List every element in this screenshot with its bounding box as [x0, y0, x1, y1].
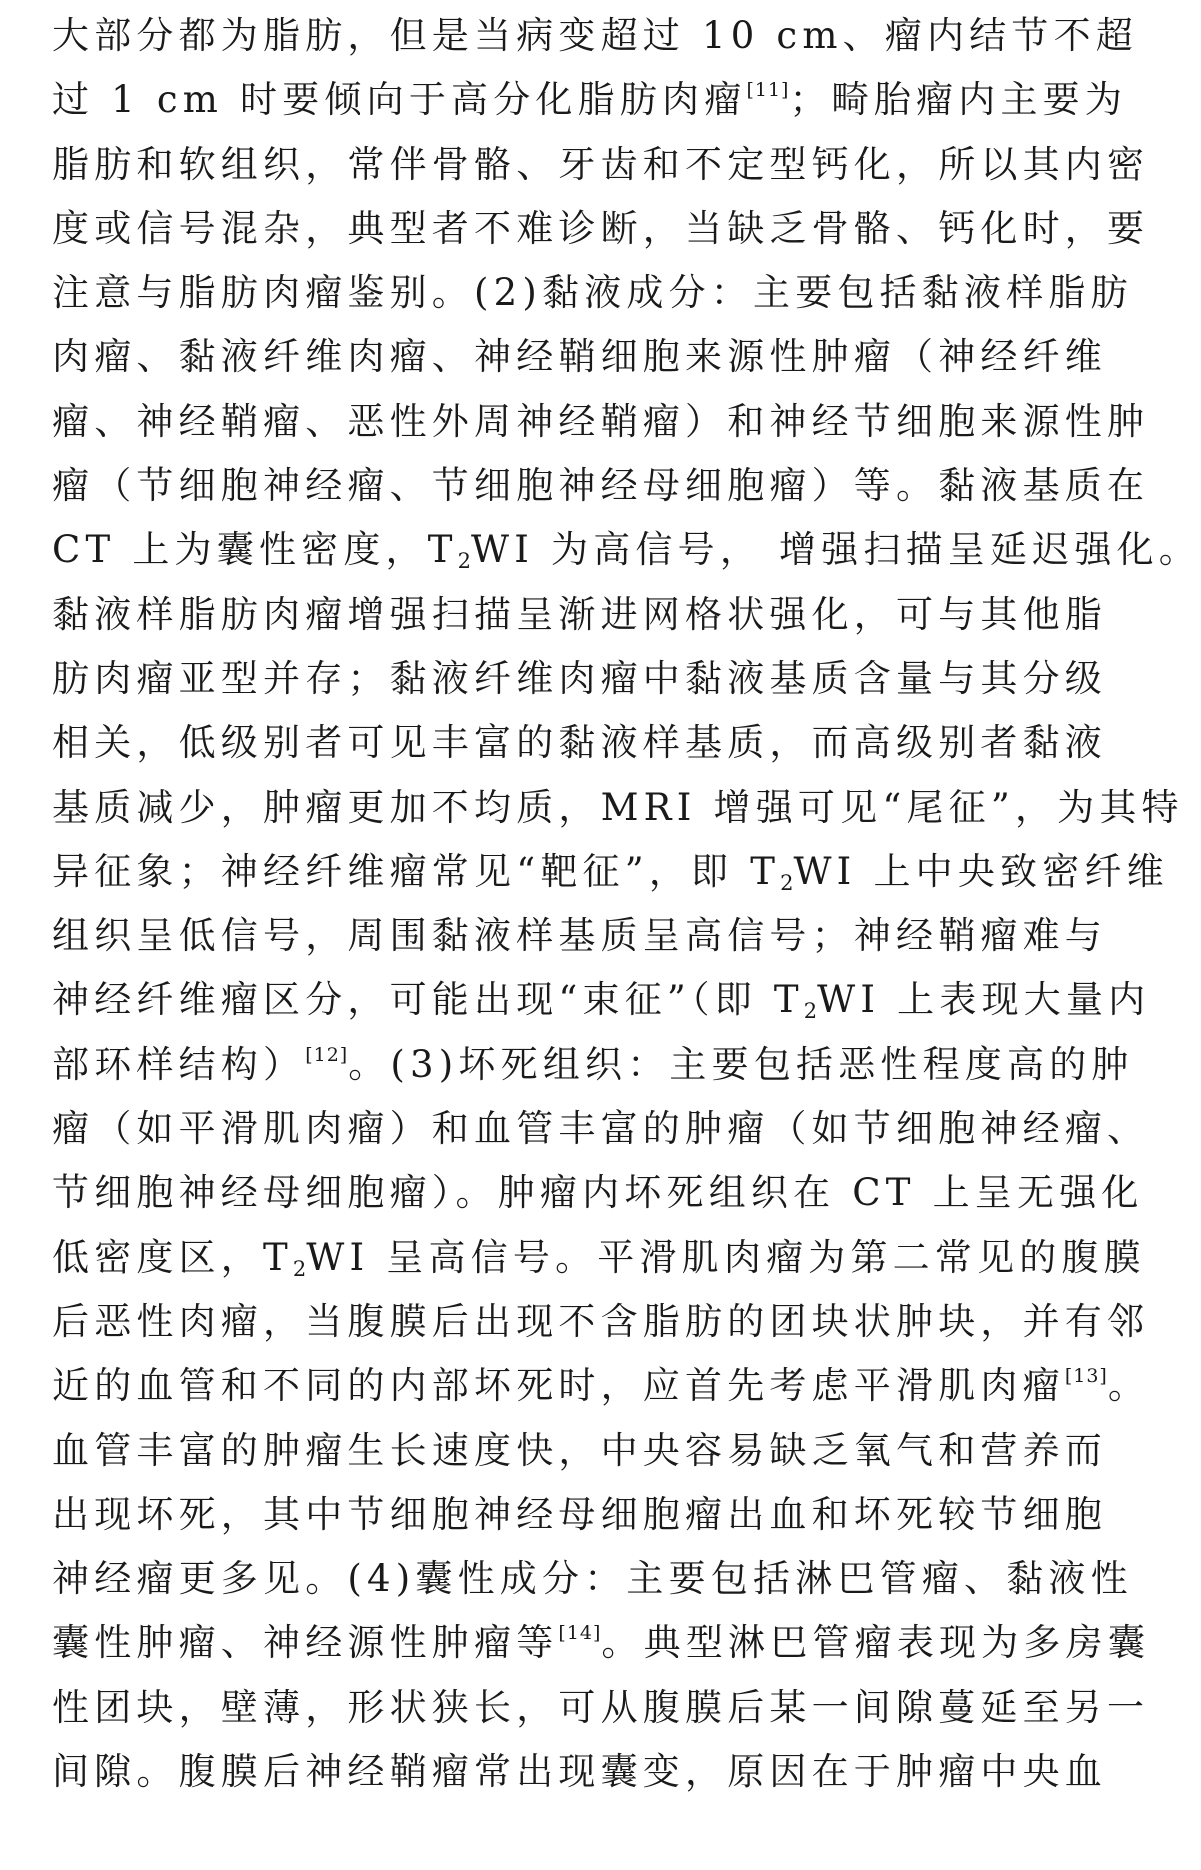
text-segment: WI 为高信号， 增强扫描呈延迟强化。 — [471, 528, 1201, 572]
text-segment: 节细胞神经母细胞瘤）。肿瘤内坏死组织在 CT 上呈无强化 — [52, 1171, 1144, 1215]
text-segment: 低密度区，T — [52, 1235, 293, 1279]
text-line — [52, 904, 1107, 968]
text-line — [52, 1161, 1144, 1225]
text-line — [52, 1740, 1107, 1804]
text-line — [52, 1290, 1150, 1354]
text-segment: WI 上中央致密纤维 — [793, 849, 1169, 893]
text-segment: 出现坏死，其中节细胞神经母细胞瘤出血和坏死较节细胞 — [52, 1492, 1107, 1536]
text-line — [52, 518, 1201, 582]
subscript: 2 — [457, 549, 472, 574]
text-segment: 血管丰富的肿瘤生长速度快，中央容易缺乏氧气和营养而 — [52, 1428, 1107, 1472]
text-segment: 瘤（节细胞神经瘤、节细胞神经母细胞瘤）等。黏液基质在 — [52, 464, 1150, 508]
subscript: 2 — [292, 1256, 307, 1281]
text-segment: 神经纤维瘤区分，可能出现“束征”（即 T — [52, 978, 804, 1022]
text-line — [52, 647, 1107, 711]
text-segment: 性团块，壁薄，形状狭长，可从腹膜后某一间隙蔓延至另一 — [52, 1685, 1150, 1729]
text-line — [52, 1611, 1151, 1675]
citation-ref: [14] — [558, 1622, 602, 1645]
text-segment: 近的血管和不同的内部坏死时，应首先考虑平滑肌肉瘤 — [52, 1364, 1065, 1408]
text-line — [52, 776, 1184, 840]
citation-ref: [13] — [1064, 1365, 1108, 1388]
text-line — [52, 68, 1128, 132]
text-line — [52, 1354, 1151, 1418]
text-line — [52, 968, 1151, 1032]
citation-ref: [12] — [305, 1043, 349, 1066]
text-segment: 神经瘤更多见。(4)囊性成分：主要包括淋巴管瘤、黏液性 — [52, 1557, 1133, 1601]
text-segment: 。典型淋巴管瘤表现为多房囊 — [601, 1621, 1151, 1665]
text-segment: 部环样结构） — [52, 1042, 306, 1086]
text-segment: 过 1 cm 时要倾向于高分化脂肪肉瘤 — [52, 78, 747, 122]
text-segment: 。 — [1107, 1364, 1151, 1408]
text-line — [52, 1033, 1134, 1097]
text-segment: 脂肪和软组织，常伴骨骼、牙齿和不定型钙化，所以其内密 — [52, 142, 1150, 186]
text-segment: 瘤（如平滑肌肉瘤）和血管丰富的肿瘤（如节细胞神经瘤、 — [52, 1107, 1150, 1151]
text-line — [52, 1226, 1146, 1290]
text-line — [52, 197, 1150, 261]
citation-ref: [11] — [746, 79, 790, 102]
text-line — [52, 1097, 1150, 1161]
subscript: 2 — [780, 870, 794, 895]
text-line — [52, 1483, 1107, 1547]
body-text — [52, 4, 1201, 1804]
text-segment: 肉瘤、黏液纤维肉瘤、神经鞘细胞来源性肿瘤（神经纤维 — [52, 335, 1107, 379]
text-segment: CT 上为囊性密度，T — [52, 528, 458, 572]
text-line — [52, 711, 1107, 775]
text-line — [52, 1419, 1107, 1483]
text-segment: 。(3)坏死组织：主要包括恶性程度高的肿 — [348, 1042, 1134, 1086]
text-segment: 囊性肿瘤、神经源性肿瘤等 — [52, 1621, 559, 1665]
text-line — [52, 133, 1150, 197]
text-segment: 肪肉瘤亚型并存；黏液纤维肉瘤中黏液基质含量与其分级 — [52, 656, 1107, 700]
text-line — [52, 454, 1150, 518]
text-line — [52, 261, 1133, 325]
text-segment: WI 上表现大量内 — [817, 978, 1151, 1022]
text-line — [52, 4, 1139, 68]
text-segment: WI 呈高信号。平滑肌肉瘤为第二常见的腹膜 — [306, 1235, 1146, 1279]
text-segment: 基质减少，肿瘤更加不均质，MRI 增强可见“尾征”，为其特 — [52, 785, 1184, 829]
text-segment: 大部分都为脂肪，但是当病变超过 10 cm、瘤内结节不超 — [52, 14, 1139, 57]
text-segment: 组织呈低信号，周围黏液样基质呈高信号；神经鞘瘤难与 — [52, 914, 1107, 958]
text-line — [52, 1676, 1150, 1740]
text-line — [52, 583, 1107, 647]
subscript: 2 — [803, 999, 818, 1024]
text-segment: 注意与脂肪肉瘤鉴别。(2)黏液成分：主要包括黏液样脂肪 — [52, 271, 1133, 315]
text-segment: ；畸胎瘤内主要为 — [789, 78, 1128, 122]
text-segment: 黏液样脂肪肉瘤增强扫描呈渐进网格状强化，可与其他脂 — [52, 592, 1107, 636]
text-line — [52, 325, 1107, 389]
text-segment: 瘤、神经鞘瘤、恶性外周神经鞘瘤）和神经节细胞来源性肿 — [52, 399, 1150, 443]
text-segment: 度或信号混杂，典型者不难诊断，当缺乏骨骼、钙化时，要 — [52, 206, 1150, 250]
text-line — [52, 1547, 1133, 1611]
text-line — [52, 390, 1150, 454]
text-segment: 间隙。腹膜后神经鞘瘤常出现囊变，原因在于肿瘤中央血 — [52, 1750, 1107, 1794]
text-segment: 后恶性肉瘤，当腹膜后出现不含脂肪的团块状肿块，并有邻 — [52, 1299, 1150, 1343]
text-segment: 异征象；神经纤维瘤常见“靶征”，即 T — [52, 849, 781, 893]
text-line — [52, 840, 1169, 904]
text-segment: 相关，低级别者可见丰富的黏液样基质，而高级别者黏液 — [52, 721, 1107, 765]
